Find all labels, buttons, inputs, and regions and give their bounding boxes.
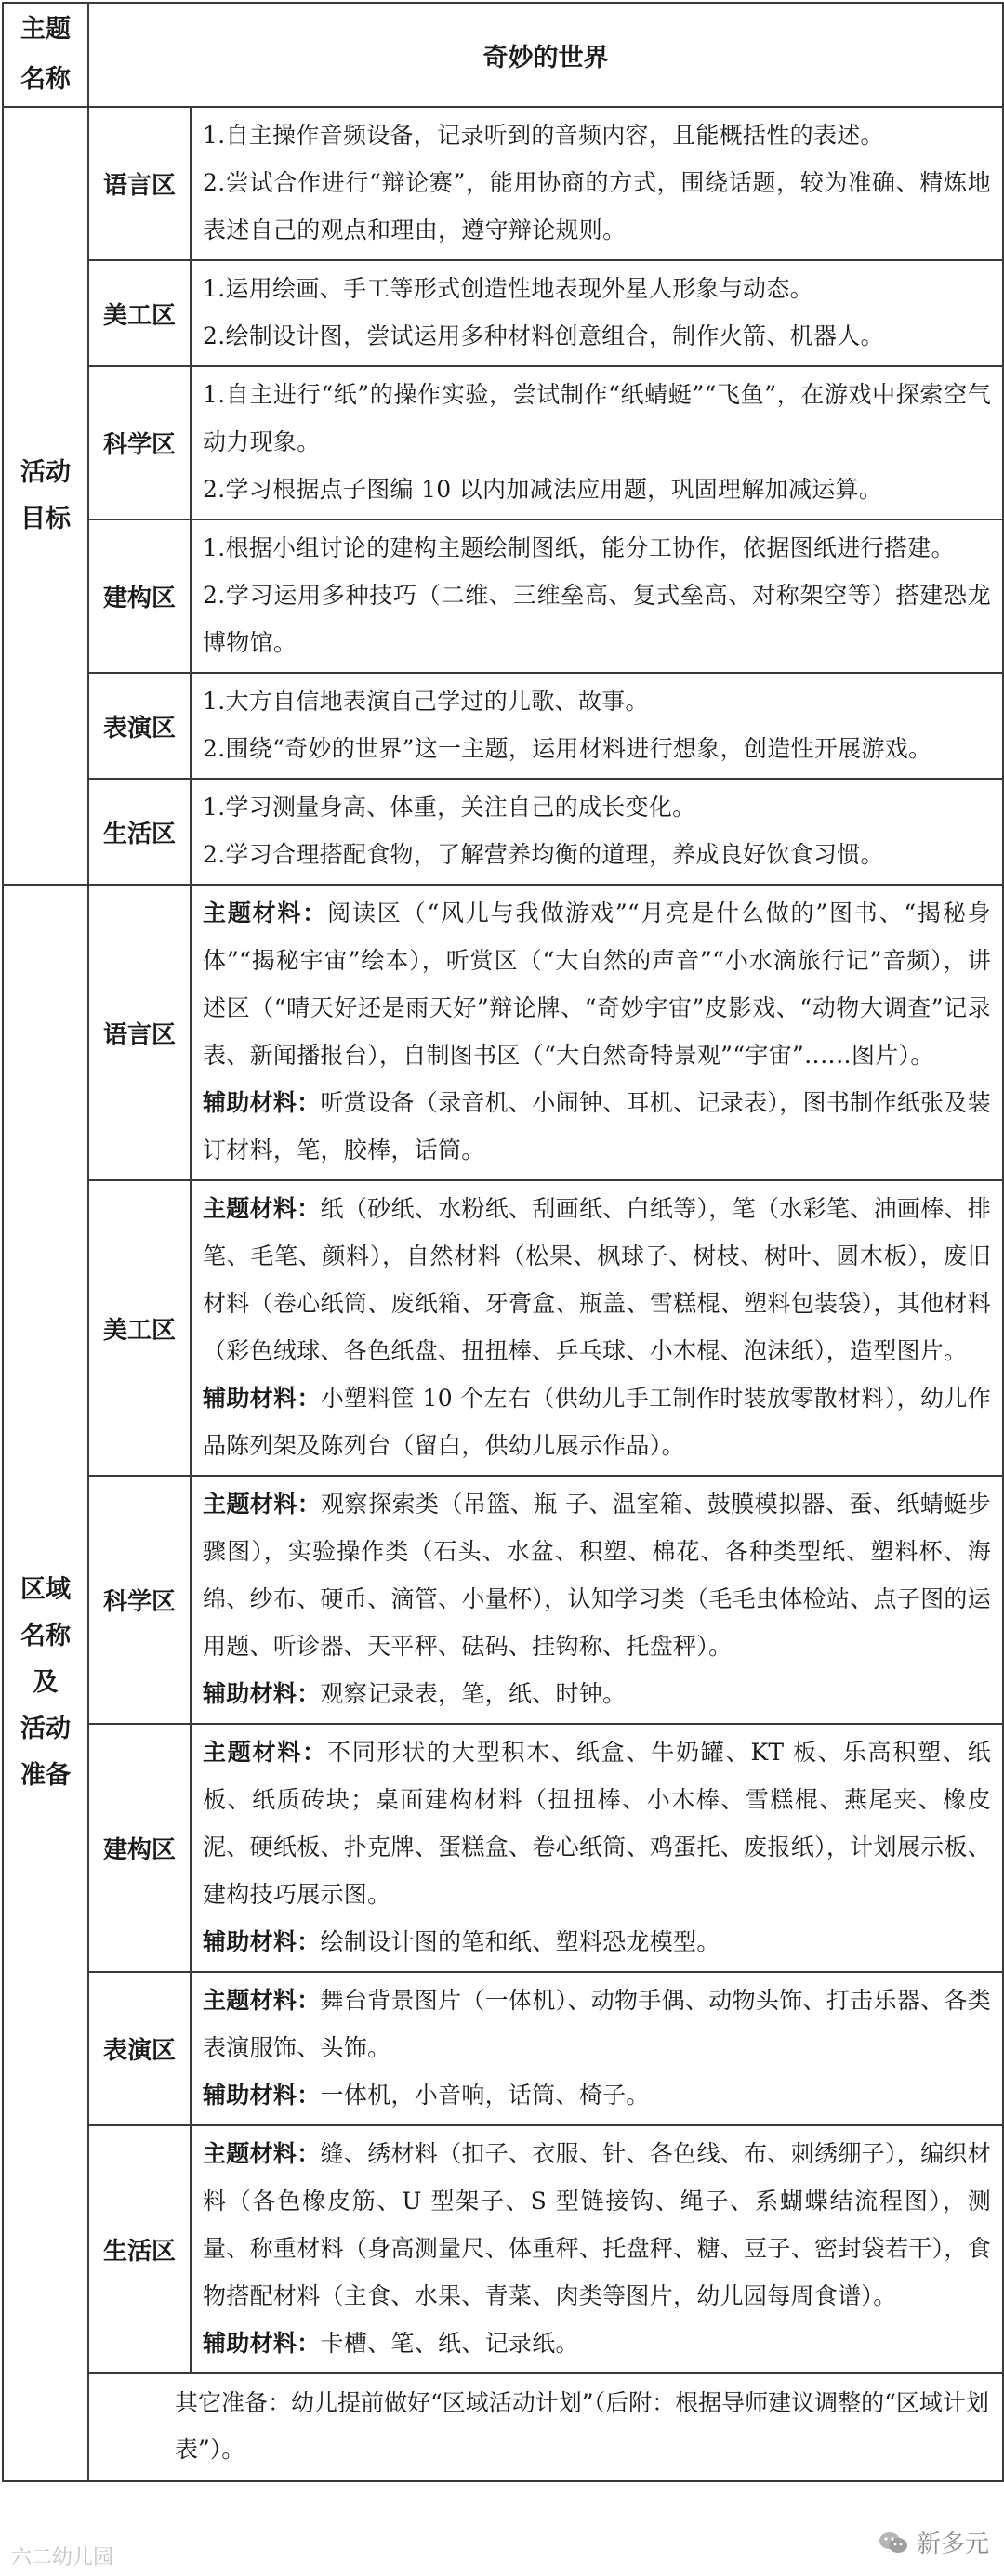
goal-area-content (191, 366, 1003, 519)
aux-materials (203, 2071, 991, 2119)
main-materials-text: 纸（砂纸、水粉纸、刮画纸、白纸等），笔（水彩笔、油画棒、排笔、毛笔、颜料），自然材料（松果、枫球子、树枝、树叶、圆木板），废旧材料（卷心纸筒、废纸箱、牙膏盒、瓶盖、雪糕棍、塑料包装袋），其他材料（彩色绒球、各色纸盘、扭扭棒、乒乓球、小木棍、泡沫纸），造型图片。 (203, 1195, 991, 1364)
main-materials (203, 1480, 991, 1670)
prep-area-content (191, 1724, 1003, 1972)
goal-line: 2.绘制设计图，尝试运用多种材料创意组合，制作火箭、机器人。 (203, 322, 884, 349)
prep-row (3, 1476, 1003, 1724)
main-materials-text: 缝、绣材料（扣子、衣服、针、各色线、布、刺绣绷子），编织材料（各色橡皮筋、U 型架子、S 型链接钩、绳子、系蝴蝶结流程图），测量、称重材料（身高测量尺、体重秤、托盘秤、糖、豆子、密封袋若干），食物搭配材料（主食、水果、青菜、肉类等图片，幼儿园每周食谱）。 (203, 2140, 991, 2309)
main-materials (203, 1728, 991, 1918)
prep-row (3, 1724, 1003, 1972)
aux-materials-text: 卡槽、笔、纸、记录纸。 (320, 2330, 579, 2357)
goal-line: 2.尝试合作进行“辩论赛”，能用协商的方式，围绕话题，较为准确、精炼地表述自己的观点和理由，遵守辩论规则。 (203, 169, 991, 243)
goal-area-content (191, 779, 1003, 885)
aux-materials-text: 观察记录表，笔，纸、时钟。 (320, 1680, 627, 1707)
prep-area-content (191, 1972, 1003, 2125)
goals-label (3, 107, 88, 885)
main-materials (203, 2130, 991, 2320)
aux-materials-label: 辅助材料： (203, 1385, 321, 1412)
prep-row (3, 1972, 1003, 2125)
goal-row (3, 366, 1003, 519)
main-materials-text: 舞台背景图片（一体机）、动物手偶、动物头饰、打击乐器、各类表演服饰、头饰。 (203, 1987, 991, 2061)
goal-line: 1.根据小组讨论的建构主题绘制图纸，能分工协作，依据图纸进行搭建。 (203, 534, 955, 561)
prep-area-name: 美工区 (88, 1180, 191, 1476)
goal-row (3, 519, 1003, 673)
aux-materials-label: 辅助材料： (203, 2330, 321, 2357)
prep-area-content (191, 2125, 1003, 2373)
main-materials-label: 主题材料： (203, 1739, 327, 1766)
prep-area-content (191, 1476, 1003, 1724)
goal-area-name: 表演区 (88, 673, 191, 779)
goal-area-content (191, 260, 1003, 366)
main-materials-text: 观察探索类（吊篮、瓶 子、温室箱、鼓膜模拟器、蚕、纸蜻蜓步骤图），实验操作类（石头、水盆、积塑、棉花、各种类型纸、塑料杯、海绵、纱布、硬币、滴管、小量杯），认知学习类（毛毛虫体检站、点子图的运用题、听诊器、天平秤、砝码、挂钩称、托盘秤）。 (203, 1491, 991, 1660)
prep-area-name: 科学区 (88, 1476, 191, 1724)
goals-label-text: 活动 目标 (20, 457, 71, 533)
watermark-right (878, 2525, 989, 2559)
main-materials (203, 1977, 991, 2071)
prep-row (3, 885, 1003, 1180)
main-materials (203, 889, 991, 1079)
goal-area-name: 语言区 (88, 107, 191, 260)
main-materials-text: 不同形状的大型积木、纸盒、牛奶罐、KT 板、乐高积塑、纸板、纸质砖块；桌面建构材料（扭扭棒、小木棒、雪糕棍、燕尾夹、橡皮泥、硬纸板、扑克牌、蛋糕盒、卷心纸筒、鸡蛋托、废报纸），计划展示板、建构技巧展示图。 (203, 1739, 991, 1908)
goal-area-content (191, 519, 1003, 673)
goal-row (3, 673, 1003, 779)
goal-row (3, 260, 1003, 366)
goal-line: 2.学习根据点子图编 10 以内加减法应用题，巩固理解加减运算。 (203, 476, 883, 503)
aux-materials-text: 听赏设备（录音机、小闹钟、耳机、记录表），图书制作纸张及装订材料，笔，胶棒，话筒。 (203, 1089, 991, 1163)
theme-name-label-text: 主题 名称 (20, 15, 71, 94)
goal-area-content (191, 107, 1003, 260)
goal-row (3, 779, 1003, 885)
aux-materials (203, 1079, 991, 1174)
other-preparation: 其它准备：幼儿提前做好“区域活动计划”（后附：根据导师建议调整的“区域计划表”）。 (88, 2373, 1003, 2481)
header-row (3, 3, 1003, 107)
goal-line: 1.学习测量身高、体重，关注自己的成长变化。 (203, 794, 696, 821)
main-materials-label: 主题材料： (203, 1987, 321, 2014)
aux-materials-label: 辅助材料： (203, 2082, 321, 2109)
aux-materials (203, 1918, 991, 1965)
prep-label (3, 885, 88, 2481)
main-materials-label: 主题材料： (203, 900, 328, 927)
aux-materials-text: 绘制设计图的笔和纸、塑料恐龙模型。 (320, 1928, 720, 1955)
goal-line: 2.学习合理搭配食物，了解营养均衡的道理，养成良好饮食习惯。 (203, 841, 884, 868)
goal-area-name: 建构区 (88, 519, 191, 673)
goal-area-name: 科学区 (88, 366, 191, 519)
goal-row (3, 107, 1003, 260)
aux-materials-label: 辅助材料： (203, 1089, 321, 1116)
aux-materials-label: 辅助材料： (203, 1928, 321, 1955)
aux-materials (203, 1670, 991, 1717)
goal-line: 1.自主进行“纸”的操作实验，尝试制作“纸蜻蜓”“飞鱼”，在游戏中探索空气动力现象。 (203, 381, 991, 455)
theme-title: 奇妙的世界 (88, 3, 1003, 107)
prep-area-content (191, 1180, 1003, 1476)
prep-row (3, 2125, 1003, 2373)
goal-line: 1.大方自信地表演自己学过的儿歌、故事。 (203, 688, 649, 715)
goal-area-name: 美工区 (88, 260, 191, 366)
watermark-left: 六二幼儿园 (11, 2546, 114, 2569)
prep-area-name: 建构区 (88, 1724, 191, 1972)
main-materials (203, 1185, 991, 1374)
aux-materials (203, 2320, 991, 2367)
aux-materials (203, 1374, 991, 1469)
main-materials-label: 主题材料： (203, 1195, 321, 1222)
goal-line: 2.学习运用多种技巧（二维、三维垒高、复式垒高、对称架空等）搭建恐龙博物馆。 (203, 582, 991, 656)
prep-area-name: 生活区 (88, 2125, 191, 2373)
aux-materials-text: 一体机，小音响，话筒、椅子。 (320, 2082, 650, 2109)
plan-table (2, 2, 1004, 2482)
prep-area-name: 语言区 (88, 885, 191, 1180)
goal-area-content (191, 673, 1003, 779)
prep-area-content (191, 885, 1003, 1180)
prep-area-name: 表演区 (88, 1972, 191, 2125)
goal-line: 2.围绕“奇妙的世界”这一主题，运用材料进行想象，创造性开展游戏。 (203, 735, 932, 762)
goal-line: 1.自主操作音频设备，记录听到的音频内容，且能概括性的表述。 (203, 122, 884, 149)
main-materials-label: 主题材料： (203, 2140, 321, 2167)
goal-area-name: 生活区 (88, 779, 191, 885)
aux-materials-text: 小塑料筐 10 个左右（供幼儿手工制作时装放零散材料），幼儿作品陈列架及陈列台（留白，供幼儿展示作品）。 (203, 1385, 991, 1459)
main-materials-label: 主题材料： (203, 1491, 322, 1518)
prep-row (3, 1180, 1003, 1476)
prep-label-text: 区域 名称 及 活动 准备 (20, 1575, 71, 1790)
other-row (3, 2373, 1003, 2481)
wechat-icon (878, 2530, 909, 2556)
theme-name-label (3, 3, 88, 107)
main-materials-text: 阅读区（“风儿与我做游戏”“月亮是什么做的”图书、“揭秘身体”“揭秘宇宙”绘本），听赏区（“大自然的声音”“小水滴旅行记”音频），讲述区（“晴天好还是雨天好”辩论牌、“奇妙宇宙”皮影戏、“动物大调查”记录表、新闻播报台），自制图书区（“大自然奇特景观”“宇宙”‥‥‥图片）。 (203, 900, 991, 1069)
aux-materials-label: 辅助材料： (203, 1680, 321, 1707)
watermark-right-text: 新多元 (916, 2530, 989, 2558)
goal-line: 1.运用绘画、手工等形式创造性地表现外星人形象与动态。 (203, 275, 813, 302)
